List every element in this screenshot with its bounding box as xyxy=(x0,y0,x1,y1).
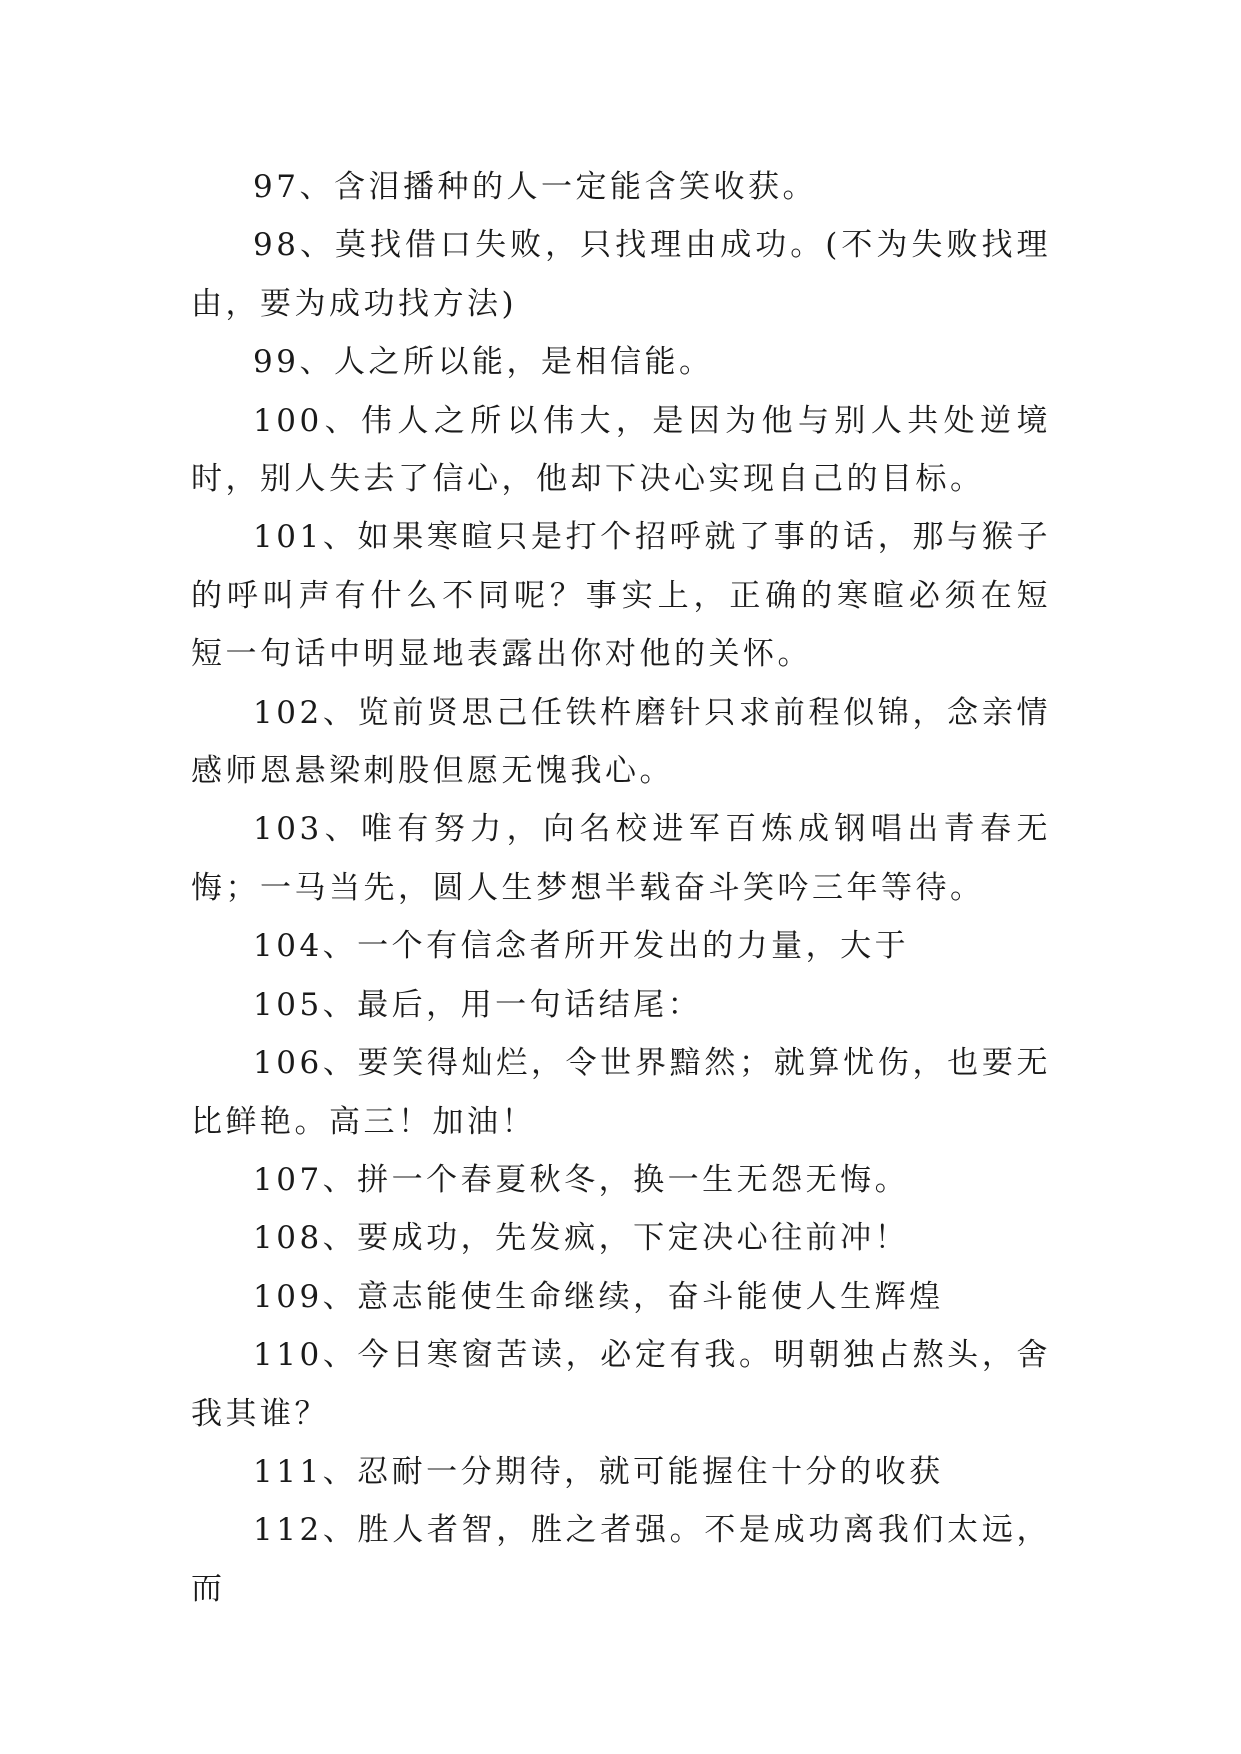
paragraph-102: 102、览前贤思己任铁杵磨针只求前程似锦，念亲情感师恩悬梁刺股但愿无愧我心。 xyxy=(191,694,1051,790)
paragraph-103: 103、唯有努力，向名校进军百炼成钢唱出青春无悔；一马当先，圆人生梦想半载奋斗笑吟三年等待。 xyxy=(191,811,1051,906)
paragraph-104: 104、一个有信念者所开发出的力量，大于 xyxy=(253,928,910,965)
paragraph-97: 97、含泪播种的人一定能含笑收获。 xyxy=(253,169,817,205)
paragraph-109: 109、意志能使生命继续，奋斗能使人生辉煌 xyxy=(253,1278,944,1315)
paragraph-111: 111、忍耐一分期待，就可能握住十分的收获 xyxy=(253,1453,944,1490)
paragraph-106: 106、要笑得灿烂，令世界黯然；就算忧伤，也要无比鲜艳。高三！加油！ xyxy=(191,1045,1051,1140)
document-body xyxy=(191,158,1051,1618)
paragraph-101: 101、如果寒暄只是打个招呼就了事的话，那与猴子的呼叫声有什么不同呢？事实上，正确的寒暄必须在短短一句话中明显地表露出你对他的关怀。 xyxy=(191,519,1051,673)
paragraph-112: 112、胜人者智，胜之者强。不是成功离我们太远，而 xyxy=(191,1512,1051,1607)
paragraph-98: 98、莫找借口失败，只找理由成功。(不为失败找理由，要为成功找方法) xyxy=(191,227,1051,322)
paragraph-107: 107、拼一个春夏秋冬，换一生无怨无悔。 xyxy=(253,1161,910,1198)
paragraph-110: 110、今日寒窗苦读，必定有我。明朝独占熬头，舍我其谁？ xyxy=(191,1337,1051,1432)
paragraph-99: 99、人之所以能，是相信能。 xyxy=(253,344,714,381)
paragraph-105: 105、最后，用一句话结尾： xyxy=(253,986,703,1023)
paragraph-100: 100、伟人之所以伟大，是因为他与别人共处逆境时，别人失去了信心，他却下决心实现自己的目标。 xyxy=(191,402,1051,498)
paragraph-108: 108、要成功，先发疯，下定决心往前冲！ xyxy=(253,1220,910,1257)
